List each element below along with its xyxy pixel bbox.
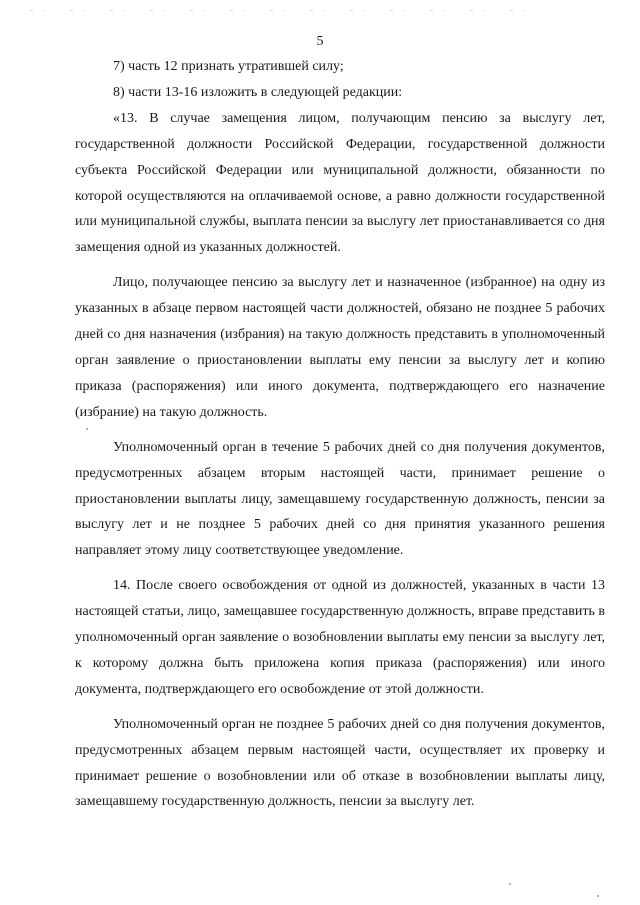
scan-artifact-line [30, 10, 550, 11]
paragraph-part-13-second: Лицо, получающее пенсию за выслугу лет и назначенное (избранное) на одну из указанных в абзаце первом настоящей части должностей, обязано не позднее 5 рабочих дней со дня назначения (избрания) на такую должность представить в уполномоченный орган заявление о приостановлении выплаты ему пенсии за выслугу лет и копию приказа (распоряжения) или иного документа, подтверждающего его назначение (избрание) на такую должность. [75, 275, 605, 420]
paragraph-item-7: 7) часть 12 признать утратившей силу; [113, 59, 344, 74]
scan-speck [597, 895, 599, 897]
paragraph-part-13: «13. В случае замещения лицом, получающим пенсию за выслугу лет, государственной должности Российской Федерации, государственной должности субъекта Российской Федерации или муниципальной должности, обязанности по которой осуществляются на оплачиваемой основе, а равно должности государственной или муниципальной службы, выплата пенсии за выслугу лет приостанавливается со дня замещения одной из указанных должностей. [75, 110, 605, 256]
paragraph-part-13-third: Уполномоченный орган в течение 5 рабочих дней со дня получения документов, предусмотренных абзацем вторым настоящей части, принимает решение о приостановлении выплаты лицу, замещавшему государственную должность, пенсии за выслугу лет и не позднее 5 рабочих дней со дня принятия указанного решения направляет этому лицу соответствующее уведомление. [75, 439, 605, 559]
paragraph-item-8: 8) части 13-16 изложить в следующей редакции: [113, 84, 403, 100]
paragraph-part-14: 14. После своего освобождения от одной из должностей, указанных в части 13 настоящей статьи, лицо, замещавшее государственную должность, вправе представить в уполномоченный орган заявление о возобновлении выплаты ему пенсии за выслугу лет, к которому должна быть приложена копия приказа (распоряжения) или иного документа, подтверждающего его освобождение от этой должности. [75, 578, 605, 697]
page-number: 5 [316, 34, 324, 49]
scan-speck [509, 883, 511, 885]
paragraph-part-14-second: Уполномоченный орган не позднее 5 рабочих дней со дня получения документов, предусмотренных абзацем первым настоящей части, осуществляет их проверку и принимает решение о возобновлении или об отказе в возобновлении выплаты лицу, замещавшему государственную должность, пенсии за выслугу лет. [75, 716, 605, 810]
document-body [75, 54, 605, 815]
